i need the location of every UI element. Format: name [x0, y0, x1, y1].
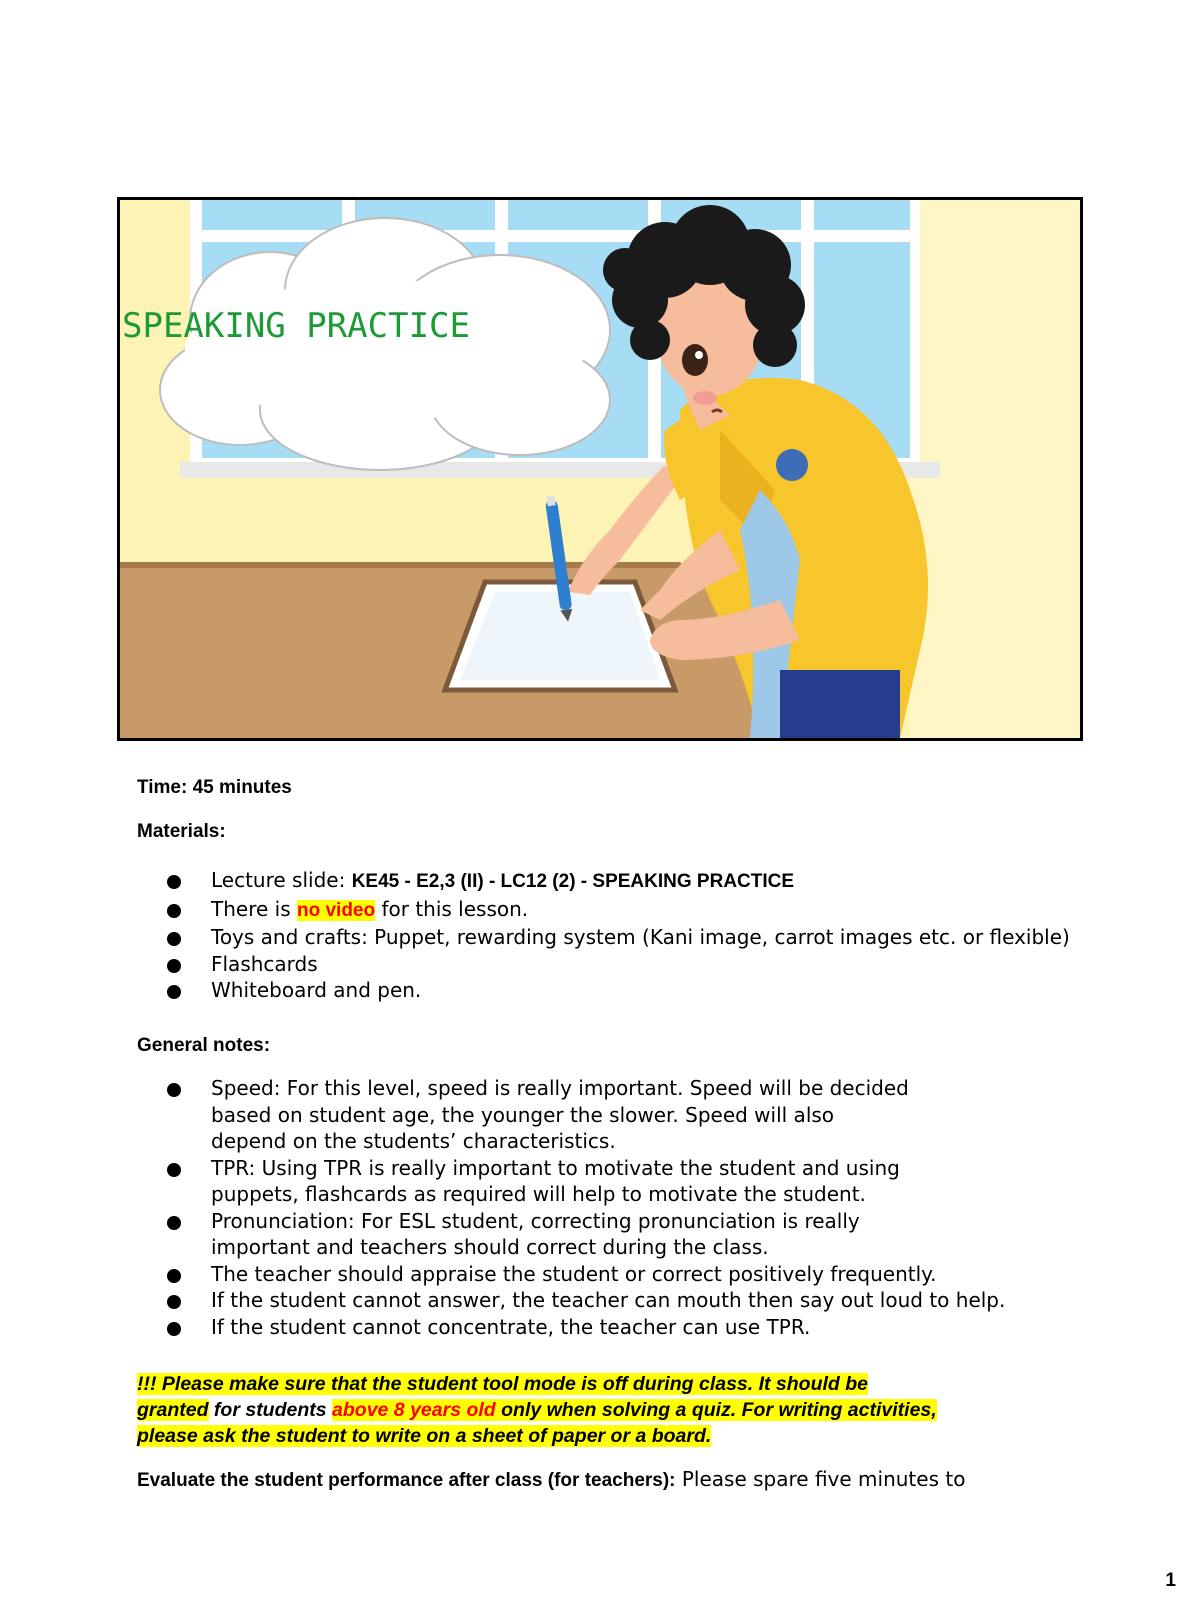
evaluate-label: Evaluate the student performance after class (for teachers): — [137, 1470, 676, 1491]
warning-for-students: for students — [208, 1399, 333, 1421]
note-line: Speed: For this level, speed is really important. Speed will be decided — [211, 1076, 909, 1100]
list-item: Toys and crafts: Puppet, rewarding system (Kani image, carrot images etc. or flexible) — [161, 924, 1070, 951]
warning-age: above 8 years old — [332, 1399, 496, 1421]
general-notes-list — [161, 1075, 1005, 1340]
list-item — [161, 1075, 1005, 1155]
warning-please: please — [137, 1425, 198, 1447]
list-item: If the student cannot concentrate, the teacher can use TPR. — [161, 1314, 1005, 1341]
list-item: Whiteboard and pen. — [161, 977, 1070, 1004]
evaluate-section — [137, 1467, 965, 1492]
note-line: Pronunciation: For ESL student, correcting pronunciation is really — [211, 1208, 860, 1233]
note-line: puppets, flashcards as required will help to motivate the student. — [211, 1182, 866, 1206]
lesson-time: Time: 45 minutes — [137, 777, 292, 798]
cover-artwork — [120, 200, 1080, 738]
video-after: for this lesson. — [375, 896, 529, 921]
warning-granted: granted — [137, 1399, 209, 1421]
no-video-highlight: no video — [296, 899, 376, 921]
note-line: depend on the students’ characteristics. — [211, 1129, 616, 1153]
evaluate-text: Please spare five minutes to — [675, 1467, 966, 1491]
cover-title: SPEAKING PRACTICE — [122, 306, 470, 346]
video-before: There is — [211, 896, 297, 921]
materials-heading: Materials: — [137, 821, 226, 842]
list-item: If the student cannot answer, the teacher can mouth then say out loud to help. — [161, 1287, 1005, 1314]
slide-prefix: Lecture slide: — [211, 868, 352, 892]
list-item: Flashcards — [161, 951, 1070, 978]
general-notes-heading: General notes: — [137, 1035, 271, 1056]
note-line: important and teachers should correct during the class. — [211, 1235, 769, 1259]
warning-quiz: only when solving a quiz. For writing activities, — [495, 1399, 937, 1421]
slide-name: KE45 - E2,3 (II) - LC12 (2) - SPEAKING PRACTICE — [351, 871, 795, 892]
tool-mode-warning — [137, 1371, 1077, 1449]
page-number: 1 — [1165, 1570, 1176, 1591]
list-item — [161, 1208, 1005, 1261]
list-item — [161, 896, 1070, 925]
note-line: based on student age, the younger the slower. Speed will also — [211, 1102, 835, 1127]
warning-line: !!! Please make sure that the student tool mode is off during class. It should be — [137, 1373, 869, 1395]
materials-list — [161, 867, 1070, 1004]
list-item — [161, 1155, 1005, 1208]
warning-ask: ask the student to write on a sheet of paper or a board. — [197, 1425, 712, 1447]
note-line: TPR: Using TPR is really important to motivate the student and using — [211, 1155, 900, 1180]
list-item — [161, 867, 1070, 896]
list-item: The teacher should appraise the student or correct positively frequently. — [161, 1261, 1005, 1288]
cover-illustration — [117, 197, 1083, 741]
